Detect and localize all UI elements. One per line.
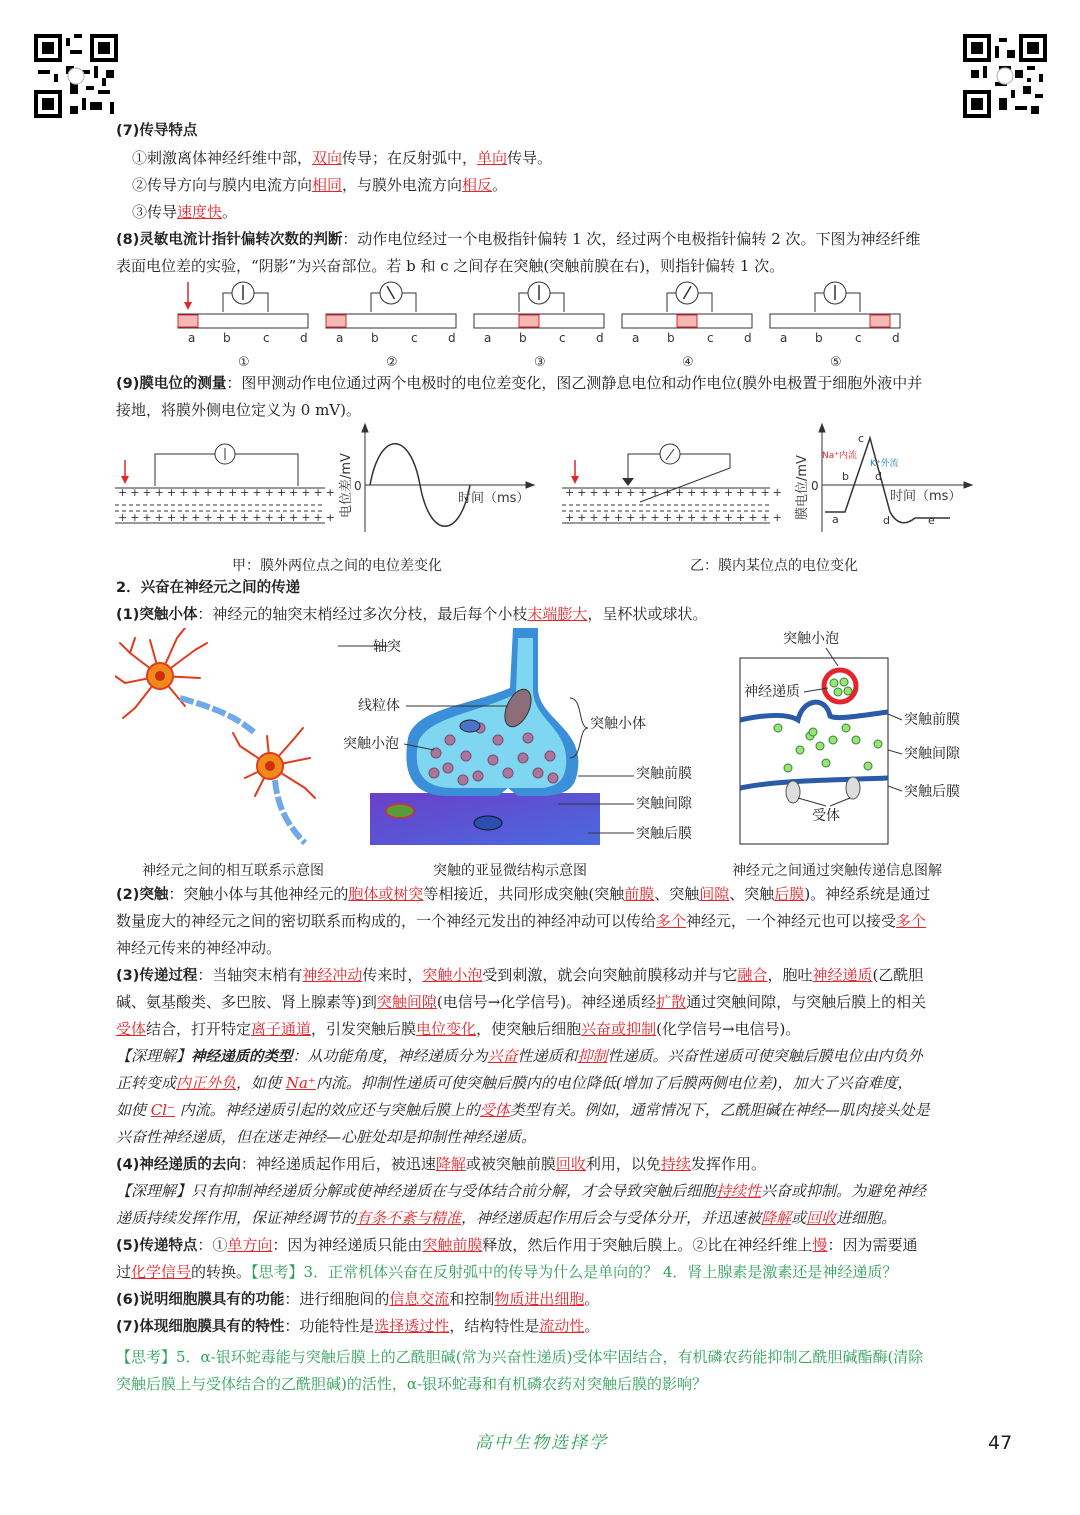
pt-b: b [842,470,849,483]
s2-p6: (6)说明细胞膜具有的功能：进行细胞间的信息交流和控制物质进出细胞。 [116,1290,600,1308]
think5-line-1: 【思考】5．α-银环蛇毒能与突触后膜上的乙酰胆碱(常为兴奋性递质)受体牢固结合，有机磷农药能抑制乙酰胆碱酯酶(清除 [116,1348,924,1366]
s9-line-2: 接地，将膜外侧电位定义为 0 mV)。 [116,401,361,419]
s8-line-1: (8)灵敏电流计指针偏转次数的判断：动作电位经过一个电极指针偏转 1 次，经过两个电极指针偏转 2 次。下图为神经纤维 [116,230,921,248]
diagram-number: ① [238,355,250,370]
caption-neurons: 神经元之间的相互联系示意图 [142,863,324,879]
point-label-a: a [484,331,492,345]
point-label-c: c [559,331,566,345]
s7-line-1: ①刺激离体神经纤维中部，双向传导；在反射弧中，单向传导。 [132,149,553,167]
deep1-line-4: 兴奋性神经递质，但在迷走神经—心脏处却是抑制性神经递质。 [116,1128,537,1146]
s2-p3-line-2: 碱、氨基酸类、多巴胺、肾上腺素等)到突触间隙(电信号→化学信号)。神经递质经扩散通过突触间隙，与突触后膜上的相关 [116,993,927,1011]
k-label: K⁺外流 [870,459,899,469]
label-pre-2: 突触前膜 [904,712,960,728]
label-post: 突触后膜 [636,826,692,842]
svg-text:++++++++++++++++++: ++++++++++++++++++ [118,486,338,499]
s2-p2-line-2: 数量庞大的神经元之间的密切联系而构成的，一个神经元发出的神经冲动可以传给多个神经元，一个神经元也可以接受多个 [116,912,927,930]
label-cleft-2: 突触间隙 [904,746,960,762]
jia-zero: 0 [354,479,362,493]
label-axon: 轴突 [373,639,401,655]
galvanometer-diagram-5 [770,282,900,370]
galvanometer-diagram-2 [326,282,456,370]
deep2-line-2: 递质持续发挥作用，保证神经调节的有条不紊与精准，神经递质起作用后会与受体分开，并迅速被降解或回收进细胞。 [116,1209,897,1227]
label-cleft: 突触间隙 [636,796,692,812]
deep1-line-3: 如使 Cl⁻ 内流。神经递质引起的效应还与突触后膜上的受体类型有关。例如，通常情况下，乙酰胆碱在神经—肌肉接头处是 [116,1101,930,1119]
deep2-line-1: 【深理解】只有抑制神经递质分解或使神经递质在与受体结合前分解，才会导致突触后细胞持续性兴奋或抑制。为避免神经 [116,1182,927,1200]
s2-p1: (1)突触小体：神经元的轴突末梢经过多次分枝，最后每个小枝末端膨大，呈杯状或球状。 [116,605,708,623]
s2-p4: (4)神经递质的去向：神经递质起作用后，被迅速降解或被突触前膜回收利用，以免持续发挥作用。 [116,1155,766,1173]
pt-c: c [858,432,865,445]
qr-code-left [34,34,118,118]
point-label-a: a [632,331,640,345]
na-label: Na⁺内流 [822,451,857,461]
s7-line-2: ②传导方向与膜内电流方向相同，与膜外电流方向相反。 [132,176,508,194]
excited-region [178,315,198,327]
pt-d1: d [875,470,882,483]
label-mito: 线粒体 [358,698,400,714]
point-label-a: a [780,331,788,345]
s2-p7: (7)体现细胞膜具有的特性：功能特性是选择透过性，结构特性是流动性。 [116,1317,600,1335]
s9-line-1: (9)膜电位的测量：图甲测动作电位通过两个电极时的电位差变化，图乙测静息电位和动作电位(膜外电极置于细胞外液中并 [116,374,923,392]
s2-p2-line-1: (2)突触：突触小体与其他神经元的胞体或树突等相接近，共同形成突触(突触前膜、突触间隙、突触后膜)。神经系统是通过 [116,885,931,903]
graph-jia [362,424,534,532]
label-vesicle: 突触小泡 [343,736,399,752]
point-label-b: b [667,331,675,345]
galvanometer-diagram-4 [622,282,752,370]
synapse-signal-figure [738,628,978,850]
caption-synapse: 突触的亚显微结构示意图 [433,863,587,879]
label-vesicle-2: 突触小泡 [783,631,839,647]
neurons-illustration [115,628,325,850]
yi-caption: 乙：膜内某位点的电位变化 [690,558,858,574]
svg-text:++++++++++++++++++: ++++++++++++++++++ [565,511,785,524]
point-label-c: c [855,331,862,345]
point-label-d: d [596,331,604,345]
s2-p5-line-2: 过化学信号的转换。【思考】3．正常机体兴奋在反射弧中的传导为什么是单向的？ 4．肾上腺素是激素还是神经递质？ [116,1263,898,1281]
galvanometer-diagram-3 [474,282,604,370]
svg-text:++++++++++++++++++: ++++++++++++++++++ [565,486,785,499]
section-2-heading: 2．兴奋在神经元之间的传递 [116,580,301,596]
point-label-a: a [336,331,344,345]
footer-title: 高中生物选择学 [475,1433,608,1453]
yi-zero: 0 [811,479,819,493]
s7-line-3: ③传导速度快。 [132,203,238,221]
label-post-2: 突触后膜 [904,784,960,800]
point-label-a: a [188,331,196,345]
s7-heading: (7)传导特点 [116,123,198,139]
deep1-line-1: 【深理解】神经递质的类型：从功能角度，神经递质分为兴奋性递质和抑制性递质。兴奋性递质可使突触后膜电位由内负外 [116,1047,923,1065]
excited-region [677,315,697,327]
deep1-line-2: 正转变成内正外负，如使 Na⁺内流。抑制性递质可使突触后膜内的电位降低(增加了后膜两侧电位差)，加大了兴奋难度， [116,1074,913,1092]
point-label-b: b [815,331,823,345]
point-label-b: b [519,331,527,345]
pt-e: e [928,514,935,527]
point-label-d: d [448,331,456,345]
s2-p2-line-3: 神经元传来的神经冲动。 [116,939,282,957]
diagram-number: ② [386,355,398,370]
svg-text:++++++++++++++++++: ++++++++++++++++++ [118,511,338,524]
excited-region [519,315,539,327]
jia-ylabel: 电位差/mV [339,453,354,518]
diagram-number: ④ [682,355,694,370]
pt-a: a [832,513,839,526]
pt-d2: d [883,514,890,527]
page-number: 47 [988,1432,1013,1454]
label-nt: 神经递质 [744,684,800,700]
think5-line-2: 突触后膜上与受体结合的乙酰胆碱)的活性，α-银环蛇毒和有机磷农药对突触后膜的影响？ [116,1375,708,1393]
s2-p5-line-1: (5)传递特点：①单方向：因为神经递质只能由突触前膜释放，然后作用于突触后膜上。②比在神经纤维上慢：因为需要通 [116,1236,918,1254]
yi-ylabel: 膜电位/mV [795,455,810,520]
synapse-ultrastructure-figure [338,628,718,850]
membrane-potential-figures [110,420,980,550]
diagram-number: ③ [534,355,546,370]
excited-region [870,315,890,327]
point-label-c: c [411,331,418,345]
qr-code-right [963,34,1047,118]
label-receptor: 受体 [812,808,840,824]
point-label-d: d [300,331,308,345]
galvanometer-diagrams [170,278,910,372]
point-label-c: c [263,331,270,345]
galvanometer-diagram-1 [178,282,308,370]
point-label-d: d [892,331,900,345]
yi-xlabel: 时间（ms） [890,489,962,504]
diagram-number: ⑤ [830,355,842,370]
s2-p3-line-1: (3)传递过程：当轴突末梢有神经冲动传来时，突触小泡受到刺激，就会向突触前膜移动并与它融合，胞吐神经递质(乙酰胆 [116,966,924,984]
s8-line-2: 表面电位差的实验，“阴影”为兴奋部位。若 b 和 c 之间存在突触(突触前膜在右)，则指针偏转 1 次。 [116,257,785,275]
point-label-b: b [223,331,231,345]
jia-caption: 甲：膜外两位点之间的电位差变化 [232,558,442,574]
excited-region [326,315,346,327]
point-label-b: b [371,331,379,345]
label-body: 突触小体 [590,716,646,732]
jia-xlabel: 时间（ms） [458,491,530,506]
label-pre: 突触前膜 [636,766,692,782]
caption-signal: 神经元之间通过突触传递信息图解 [732,863,942,879]
s2-p3-line-3: 受体结合，打开特定离子通道，引发突触后膜电位变化，使突触后细胞兴奋或抑制(化学信号→电信号)。 [116,1020,801,1038]
point-label-d: d [744,331,752,345]
point-label-c: c [707,331,714,345]
